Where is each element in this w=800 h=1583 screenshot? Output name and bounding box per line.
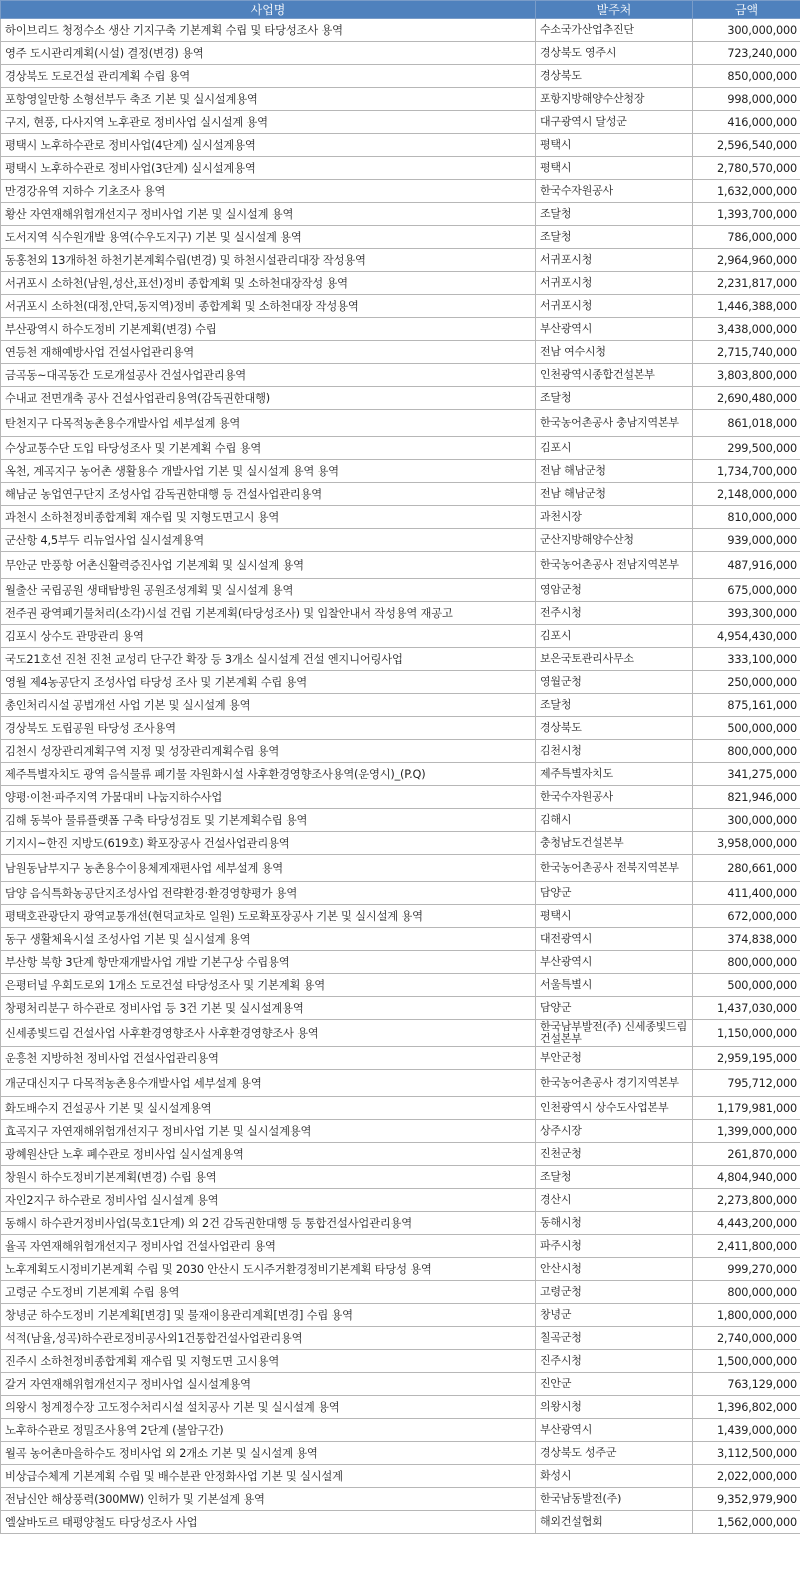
issuer-cell: 화성시: [536, 1465, 693, 1488]
project-name-cell: 은평터널 우회도로외 1개소 도로건설 타당성조사 및 기본계획 용역: [1, 974, 536, 997]
table-row: [1, 226, 800, 249]
amount-cell: 2,964,960,000: [693, 249, 800, 272]
header-issuer: 발주처: [536, 1, 693, 19]
issuer-cell: 전남 여수시청: [536, 341, 693, 364]
project-name-cell: 평택시 노후하수관로 정비사업(3단계) 실시설계용역: [1, 157, 536, 180]
amount-cell: 1,800,000,000: [693, 1304, 800, 1327]
issuer-cell: 영암군청: [536, 579, 693, 602]
table-row: [1, 1488, 800, 1511]
table-row: [1, 809, 800, 832]
table-row: [1, 1350, 800, 1373]
table-row: [1, 882, 800, 905]
project-name-cell: 월곡 농어촌마을하수도 정비사업 외 2개소 기본 및 실시설계 용역: [1, 1442, 536, 1465]
issuer-cell: 한국농어촌공사 충남지역본부: [536, 410, 693, 437]
table-row: [1, 203, 800, 226]
table-row: [1, 483, 800, 506]
amount-cell: 2,690,480,000: [693, 387, 800, 410]
issuer-cell: 경상북도: [536, 65, 693, 88]
issuer-cell: 경상북도 성주군: [536, 1442, 693, 1465]
issuer-cell: 한국남부발전(주) 신세종빛드림건설본부: [536, 1020, 693, 1047]
table-row: [1, 928, 800, 951]
project-name-cell: 국도21호선 진천 진천 교성리 단구간 확장 등 3개소 실시설계 건설 엔지니어링사업: [1, 648, 536, 671]
project-name-cell: 만경강유역 지하수 기초조사 용역: [1, 180, 536, 203]
amount-cell: 2,273,800,000: [693, 1189, 800, 1212]
project-name-cell: 평택호관광단지 광역교통개선(현덕교차로 일원) 도로확포장공사 기본 및 실시설계 용역: [1, 905, 536, 928]
table-row: [1, 1235, 800, 1258]
issuer-cell: 상주시장: [536, 1120, 693, 1143]
project-name-cell: 수상교통수단 도입 타당성조사 및 기본계획 수립 용역: [1, 437, 536, 460]
issuer-cell: 서귀포시청: [536, 249, 693, 272]
project-name-cell: 전남신안 해상풍력(300MW) 인허가 및 기본설계 용역: [1, 1488, 536, 1511]
project-name-cell: 영주 도시관리계획(시설) 결정(변경) 용역: [1, 42, 536, 65]
issuer-cell: 전주시청: [536, 602, 693, 625]
issuer-cell: 진천군청: [536, 1143, 693, 1166]
amount-cell: 998,000,000: [693, 88, 800, 111]
issuer-cell: 서귀포시청: [536, 295, 693, 318]
amount-cell: 299,500,000: [693, 437, 800, 460]
project-name-cell: 부산광역시 하수도정비 기본계획(변경) 수립: [1, 318, 536, 341]
project-name-cell: 동구 생활체육시설 조성사업 기본 및 실시설계 용역: [1, 928, 536, 951]
amount-cell: 2,780,570,000: [693, 157, 800, 180]
issuer-cell: 조달청: [536, 226, 693, 249]
issuer-cell: 부산광역시: [536, 318, 693, 341]
table-row: [1, 1166, 800, 1189]
issuer-cell: 창녕군: [536, 1304, 693, 1327]
table-row: [1, 341, 800, 364]
issuer-cell: 김해시: [536, 809, 693, 832]
project-name-cell: 수내교 전면개축 공사 건설사업관리용역(감독권한대행): [1, 387, 536, 410]
amount-cell: 1,562,000,000: [693, 1511, 800, 1534]
amount-cell: 2,022,000,000: [693, 1465, 800, 1488]
table-row: [1, 974, 800, 997]
project-name-cell: 김해 동북아 물류플랫폼 구축 타당성검토 및 기본계획수립 용역: [1, 809, 536, 832]
amount-cell: 1,632,000,000: [693, 180, 800, 203]
amount-cell: 1,179,981,000: [693, 1097, 800, 1120]
project-name-cell: 황산 자연재해위험개선지구 정비사업 기본 및 실시설계 용역: [1, 203, 536, 226]
issuer-cell: 한국농어촌공사 전남지역본부: [536, 552, 693, 579]
issuer-cell: 대구광역시 달성군: [536, 111, 693, 134]
project-name-cell: 해남군 농업연구단지 조성사업 감독권한대행 등 건설사업관리용역: [1, 483, 536, 506]
project-name-cell: 무안군 만풍항 어촌신활력증진사업 기본계획 및 실시설계 용역: [1, 552, 536, 579]
table-row: [1, 318, 800, 341]
amount-cell: 810,000,000: [693, 506, 800, 529]
issuer-cell: 군산지방해양수산청: [536, 529, 693, 552]
table-row: [1, 410, 800, 437]
issuer-cell: 진주시청: [536, 1350, 693, 1373]
amount-cell: 341,275,000: [693, 763, 800, 786]
amount-cell: 800,000,000: [693, 1281, 800, 1304]
issuer-cell: 보은국토관리사무소: [536, 648, 693, 671]
table-row: [1, 180, 800, 203]
project-name-cell: 노후계획도시정비기본계획 수립 및 2030 안산시 도시주거환경정비기본계획 타당성 용역: [1, 1258, 536, 1281]
amount-cell: 999,270,000: [693, 1258, 800, 1281]
table-row: [1, 951, 800, 974]
project-name-cell: 기지시~한진 지방도(619호) 확포장공사 건설사업관리용역: [1, 832, 536, 855]
table-row: [1, 134, 800, 157]
amount-cell: 1,437,030,000: [693, 997, 800, 1020]
amount-cell: 261,870,000: [693, 1143, 800, 1166]
issuer-cell: 고령군청: [536, 1281, 693, 1304]
amount-cell: 2,148,000,000: [693, 483, 800, 506]
amount-cell: 300,000,000: [693, 19, 800, 42]
amount-cell: 4,954,430,000: [693, 625, 800, 648]
issuer-cell: 한국수자원공사: [536, 786, 693, 809]
project-name-cell: 구지, 현풍, 다사지역 노후관로 정비사업 실시설계 용역: [1, 111, 536, 134]
amount-cell: 795,712,000: [693, 1070, 800, 1097]
table-row: [1, 1465, 800, 1488]
amount-cell: 1,500,000,000: [693, 1350, 800, 1373]
project-name-cell: 제주특별자치도 광역 음식물류 폐기물 자원화시설 사후환경영향조사용역(운영시)_(P.Q): [1, 763, 536, 786]
project-name-cell: 개군대신지구 다목적농촌용수개발사업 세부설계 용역: [1, 1070, 536, 1097]
amount-cell: 2,740,000,000: [693, 1327, 800, 1350]
header-project-name: 사업명: [1, 1, 536, 19]
table-body: [1, 19, 800, 1534]
project-name-cell: 석적(남율,성곡)하수관로정비공사외1건통합건설사업관리용역: [1, 1327, 536, 1350]
project-name-cell: 노후하수관로 정밀조사용역 2단계 (불암구간): [1, 1419, 536, 1442]
issuer-cell: 인천광역시 상수도사업본부: [536, 1097, 693, 1120]
table-row: [1, 249, 800, 272]
amount-cell: 250,000,000: [693, 671, 800, 694]
issuer-cell: 영월군청: [536, 671, 693, 694]
issuer-cell: 김포시: [536, 437, 693, 460]
table-row: [1, 1281, 800, 1304]
issuer-cell: 담양군: [536, 882, 693, 905]
issuer-cell: 대전광역시: [536, 928, 693, 951]
table-row: [1, 997, 800, 1020]
amount-cell: 9,352,979,900: [693, 1488, 800, 1511]
issuer-cell: 조달청: [536, 203, 693, 226]
project-name-cell: 경상북도 도로건설 관리계획 수립 용역: [1, 65, 536, 88]
table-row: [1, 1396, 800, 1419]
issuer-cell: 평택시: [536, 905, 693, 928]
amount-cell: 821,946,000: [693, 786, 800, 809]
amount-cell: 416,000,000: [693, 111, 800, 134]
amount-cell: 939,000,000: [693, 529, 800, 552]
table-row: [1, 1511, 800, 1534]
table-row: [1, 1212, 800, 1235]
amount-cell: 2,715,740,000: [693, 341, 800, 364]
project-name-cell: 남원동남부지구 농촌용수이용체계재편사업 세부설계 용역: [1, 855, 536, 882]
table-row: [1, 460, 800, 483]
amount-cell: 763,129,000: [693, 1373, 800, 1396]
issuer-cell: 과천시장: [536, 506, 693, 529]
issuer-cell: 수소국가산업추진단: [536, 19, 693, 42]
amount-cell: 3,438,000,000: [693, 318, 800, 341]
table-row: [1, 552, 800, 579]
issuer-cell: 인천광역시종합건설본부: [536, 364, 693, 387]
project-name-cell: 하이브리드 청정수소 생산 기지구축 기본계획 수립 및 타당성조사 용역: [1, 19, 536, 42]
project-name-cell: 엘살바도르 태평양철도 타당성조사 사업: [1, 1511, 536, 1534]
issuer-cell: 경상북도: [536, 717, 693, 740]
project-name-cell: 총인처리시설 공법개선 사업 기본 및 실시설계 용역: [1, 694, 536, 717]
issuer-cell: 해외건설협회: [536, 1511, 693, 1534]
issuer-cell: 부안군청: [536, 1047, 693, 1070]
issuer-cell: 한국수자원공사: [536, 180, 693, 203]
amount-cell: 3,958,000,000: [693, 832, 800, 855]
table-row: [1, 19, 800, 42]
issuer-cell: 조달청: [536, 387, 693, 410]
table-row: [1, 1327, 800, 1350]
project-name-cell: 서귀포시 소하천(대정,안덕,동지역)정비 종합계획 및 소하천대장 작성용역: [1, 295, 536, 318]
table-row: [1, 1373, 800, 1396]
table-row: [1, 65, 800, 88]
amount-cell: 786,000,000: [693, 226, 800, 249]
project-name-cell: 연등천 재해예방사업 건설사업관리용역: [1, 341, 536, 364]
amount-cell: 3,112,500,000: [693, 1442, 800, 1465]
project-name-cell: 의왕시 청계정수장 고도정수처리시설 설치공사 기본 및 실시설계 용역: [1, 1396, 536, 1419]
table-row: [1, 579, 800, 602]
project-name-cell: 화도배수지 건설공사 기본 및 실시설계용역: [1, 1097, 536, 1120]
amount-cell: 500,000,000: [693, 717, 800, 740]
table-row: [1, 272, 800, 295]
project-name-cell: 김천시 성장관리계획구역 지정 및 성장관리계획수립 용역: [1, 740, 536, 763]
project-name-cell: 옥천, 계곡지구 농어촌 생활용수 개발사업 기본 및 실시설계 용역 용역: [1, 460, 536, 483]
project-name-cell: 평택시 노후하수관로 정비사업(4단계) 실시설계용역: [1, 134, 536, 157]
issuer-cell: 부산광역시: [536, 1419, 693, 1442]
project-name-cell: 김포시 상수도 관망관리 용역: [1, 625, 536, 648]
table-row: [1, 387, 800, 410]
amount-cell: 1,446,388,000: [693, 295, 800, 318]
project-name-cell: 광혜원산단 노후 폐수관로 정비사업 실시설계용역: [1, 1143, 536, 1166]
issuer-cell: 안산시청: [536, 1258, 693, 1281]
amount-cell: 4,804,940,000: [693, 1166, 800, 1189]
issuer-cell: 진안군: [536, 1373, 693, 1396]
project-name-cell: 경상북도 도립공원 타당성 조사용역: [1, 717, 536, 740]
header-amount: 금액: [693, 1, 800, 19]
amount-cell: 800,000,000: [693, 951, 800, 974]
project-name-cell: 부산항 북항 3단계 항만재개발사업 개발 기본구상 수립용역: [1, 951, 536, 974]
amount-cell: 2,596,540,000: [693, 134, 800, 157]
project-name-cell: 고령군 수도정비 기본계획 수립 용역: [1, 1281, 536, 1304]
issuer-cell: 한국농어촌공사 경기지역본부: [536, 1070, 693, 1097]
project-name-cell: 도서지역 식수원개발 용역(수우도지구) 기본 및 실시설계 용역: [1, 226, 536, 249]
project-name-cell: 양평·이천·파주지역 가뭄대비 나눔지하수사업: [1, 786, 536, 809]
project-name-cell: 영월 제4농공단지 조성사업 타당성 조사 및 기본계획 수립 용역: [1, 671, 536, 694]
table-row: [1, 88, 800, 111]
issuer-cell: 동해시청: [536, 1212, 693, 1235]
amount-cell: 1,150,000,000: [693, 1020, 800, 1047]
project-name-cell: 과천시 소하천정비종합계획 재수립 및 지형도면고시 용역: [1, 506, 536, 529]
project-name-cell: 진주시 소하천정비종합계획 재수립 및 지형도면 고시용역: [1, 1350, 536, 1373]
table-row: [1, 1143, 800, 1166]
amount-cell: 333,100,000: [693, 648, 800, 671]
table-row: [1, 506, 800, 529]
table-row: [1, 1047, 800, 1070]
project-name-cell: 서귀포시 소하천(남원,성산,표선)정비 종합계획 및 소하천대장작성 용역: [1, 272, 536, 295]
amount-cell: 1,396,802,000: [693, 1396, 800, 1419]
amount-cell: 875,161,000: [693, 694, 800, 717]
project-name-cell: 창녕군 하수도정비 기본계획[변경] 및 물재이용관리계획[변경] 수립 용역: [1, 1304, 536, 1327]
table-row: [1, 763, 800, 786]
issuer-cell: 담양군: [536, 997, 693, 1020]
project-name-cell: 창평처리분구 하수관로 정비사업 등 3건 기본 및 실시설계용역: [1, 997, 536, 1020]
issuer-cell: 김포시: [536, 625, 693, 648]
amount-cell: 3,803,800,000: [693, 364, 800, 387]
project-name-cell: 비상급수체계 기본계획 수립 및 배수분관 안정화사업 기본 및 실시설계: [1, 1465, 536, 1488]
amount-cell: 280,661,000: [693, 855, 800, 882]
project-name-cell: 군산항 4,5부두 리뉴얼사업 실시설계용역: [1, 529, 536, 552]
table-row: [1, 157, 800, 180]
project-name-cell: 동해시 하수관거정비사업(묵호1단계) 외 2건 감독권한대행 등 통합건설사업관리용역: [1, 1212, 536, 1235]
table-row: [1, 1070, 800, 1097]
project-name-cell: 갈거 자연재해위험개선지구 정비사업 실시설계용역: [1, 1373, 536, 1396]
table-row: [1, 529, 800, 552]
table-row: [1, 832, 800, 855]
amount-cell: 4,443,200,000: [693, 1212, 800, 1235]
table-header-row: [1, 1, 800, 19]
issuer-cell: 부산광역시: [536, 951, 693, 974]
issuer-cell: 조달청: [536, 694, 693, 717]
amount-cell: 675,000,000: [693, 579, 800, 602]
table-row: [1, 786, 800, 809]
amount-cell: 374,838,000: [693, 928, 800, 951]
amount-cell: 861,018,000: [693, 410, 800, 437]
issuer-cell: 김천시청: [536, 740, 693, 763]
project-name-cell: 효곡지구 자연재해위험개선지구 정비사업 기본 및 실시설계용역: [1, 1120, 536, 1143]
project-name-cell: 탄천지구 다목적농촌용수개발사업 세부설계 용역: [1, 410, 536, 437]
table-row: [1, 694, 800, 717]
amount-cell: 393,300,000: [693, 602, 800, 625]
project-name-cell: 월출산 국립공원 생태탐방원 공원조성계획 및 실시설계 용역: [1, 579, 536, 602]
project-name-cell: 율곡 자연재해위험개선지구 정비사업 건설사업관리 용역: [1, 1235, 536, 1258]
table-row: [1, 855, 800, 882]
amount-cell: 1,734,700,000: [693, 460, 800, 483]
table-row: [1, 648, 800, 671]
project-name-cell: 창원시 하수도정비기본계획(변경) 수립 용역: [1, 1166, 536, 1189]
table-row: [1, 437, 800, 460]
project-name-cell: 금곡동~대곡동간 도로개설공사 건설사업관리용역: [1, 364, 536, 387]
amount-cell: 1,439,000,000: [693, 1419, 800, 1442]
amount-cell: 500,000,000: [693, 974, 800, 997]
issuer-cell: 평택시: [536, 134, 693, 157]
issuer-cell: 경산시: [536, 1189, 693, 1212]
project-name-cell: 운흥천 지방하천 정비사업 건설사업관리용역: [1, 1047, 536, 1070]
amount-cell: 1,393,700,000: [693, 203, 800, 226]
amount-cell: 672,000,000: [693, 905, 800, 928]
project-name-cell: 동홍천외 13개하천 하천기본계획수립(변경) 및 하천시설관리대장 작성용역: [1, 249, 536, 272]
table-row: [1, 1020, 800, 1047]
table-row: [1, 1442, 800, 1465]
project-name-cell: 전주권 광역폐기물처리(소각)시설 건립 기본계획(타당성조사) 및 입찰안내서 작성용역 재공고: [1, 602, 536, 625]
table-row: [1, 1120, 800, 1143]
project-name-cell: 신세종빛드림 건설사업 사후환경영향조사 사후환경영향조사 용역: [1, 1020, 536, 1047]
issuer-cell: 파주시청: [536, 1235, 693, 1258]
table-row: [1, 1304, 800, 1327]
amount-cell: 300,000,000: [693, 809, 800, 832]
amount-cell: 2,231,817,000: [693, 272, 800, 295]
table-row: [1, 295, 800, 318]
table-row: [1, 1189, 800, 1212]
table-row: [1, 905, 800, 928]
table-row: [1, 111, 800, 134]
project-name-cell: 담양 음식특화농공단지조성사업 전략환경·환경영향평가 용역: [1, 882, 536, 905]
table-row: [1, 625, 800, 648]
table-row: [1, 42, 800, 65]
issuer-cell: 경상북도 영주시: [536, 42, 693, 65]
issuer-cell: 전남 해남군청: [536, 460, 693, 483]
amount-cell: 1,399,000,000: [693, 1120, 800, 1143]
amount-cell: 850,000,000: [693, 65, 800, 88]
amount-cell: 411,400,000: [693, 882, 800, 905]
amount-cell: 800,000,000: [693, 740, 800, 763]
issuer-cell: 한국농어촌공사 전북지역본부: [536, 855, 693, 882]
amount-cell: 2,411,800,000: [693, 1235, 800, 1258]
issuer-cell: 한국남동발전(주): [536, 1488, 693, 1511]
table-row: [1, 1258, 800, 1281]
amount-cell: 487,916,000: [693, 552, 800, 579]
table-row: [1, 740, 800, 763]
issuer-cell: 전남 해남군청: [536, 483, 693, 506]
amount-cell: 723,240,000: [693, 42, 800, 65]
issuer-cell: 의왕시청: [536, 1396, 693, 1419]
table-row: [1, 602, 800, 625]
issuer-cell: 서귀포시청: [536, 272, 693, 295]
table-row: [1, 1097, 800, 1120]
issuer-cell: 충청남도건설본부: [536, 832, 693, 855]
table-row: [1, 364, 800, 387]
issuer-cell: 제주특별자치도: [536, 763, 693, 786]
issuer-cell: 평택시: [536, 157, 693, 180]
issuer-cell: 포항지방해양수산청장: [536, 88, 693, 111]
project-name-cell: 자인2지구 하수관로 정비사업 실시설계 용역: [1, 1189, 536, 1212]
issuer-cell: 조달청: [536, 1166, 693, 1189]
table-row: [1, 717, 800, 740]
table-row: [1, 671, 800, 694]
issuer-cell: 서울특별시: [536, 974, 693, 997]
project-name-cell: 포항영일만항 소형선부두 축조 기본 및 실시설계용역: [1, 88, 536, 111]
amount-cell: 2,959,195,000: [693, 1047, 800, 1070]
issuer-cell: 칠곡군청: [536, 1327, 693, 1350]
table-row: [1, 1419, 800, 1442]
